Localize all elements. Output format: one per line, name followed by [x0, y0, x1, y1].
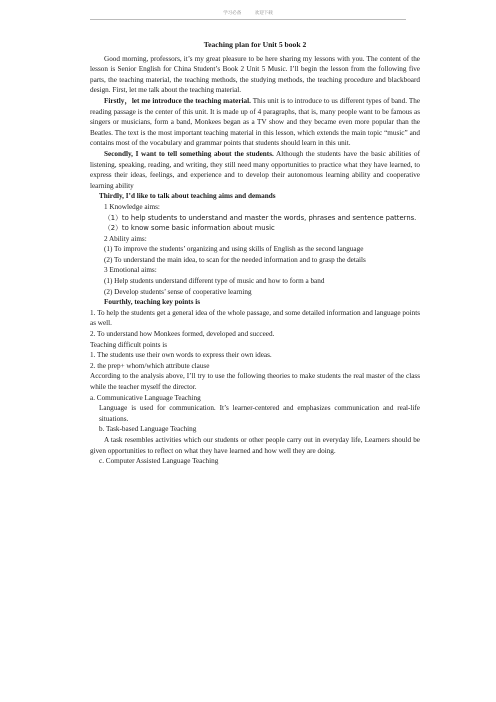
keypoints-heading: Fourthly, teaching key points is — [104, 298, 201, 307]
ability-aim-1: (1) To improve the students’ organizing and using skills of English as the second language — [104, 245, 364, 254]
students-lead: Secondly, I want to tell something about the students. — [104, 149, 274, 158]
theory-b-text: A task resembles activities which our students or other people carry out in everyday life, Learners should be given opportunities to reflect on what they have learned and how well they are doing. — [90, 435, 420, 455]
analysis-paragraph: According to the analysis above, I’ll try to use the following theories to make students the real master of the class while the teacher myself the director. — [90, 372, 420, 391]
header-divider — [90, 19, 406, 20]
difficult-point-1: 1. The students use their own words to express their own ideas. — [90, 351, 272, 360]
emotional-aim-2: (2) Develop students’ sense of cooperative learning — [104, 287, 252, 296]
keypoint-1: 1. To help the students get a general idea of the whole passage, and some detailed information and language points as well. — [90, 308, 420, 328]
students-paragraph — [90, 149, 420, 191]
page-header: 学习必备 欢迎下载 — [223, 11, 273, 16]
theory-a-text: Language is used for communication. It’s learner-centered and emphasizes communication and real-life situations. — [99, 404, 420, 423]
ability-aim-2: (2) To understand the main idea, to scan for the needed information and to grasp the details — [104, 255, 366, 264]
emotional-aims-title: 3 Emotional aims: — [104, 266, 157, 275]
difficult-points-title: Teaching difficult points is — [90, 340, 168, 349]
theory-a-title: a. Communicative Language Teaching — [90, 393, 201, 402]
theory-b-title: b. Task-based Language Teaching — [99, 425, 197, 434]
keypoint-2: 2. To understand how Monkees formed, developed and succeed. — [90, 330, 275, 339]
aims-heading: Thirdly, I’d like to talk about teaching aims and demands — [99, 192, 276, 201]
emotional-aim-1: (1) Help students understand different type of music and how to form a band — [104, 277, 325, 286]
document-body — [90, 40, 420, 467]
material-lead: Firstly，let me introduce the teaching material. — [104, 96, 251, 105]
knowledge-aim-1: （1）to help students to understand and master the words, phrases and sentence patterns. — [104, 213, 417, 222]
intro-paragraph: Good morning, professors, it’s my great pleasure to be here sharing my lessons with you. The content of the lesson is Senior English for China Student’s Book 2 Unit 5 Music. I’ll begin the lesson from the following five parts, the teaching material, the teaching methods, the studying methods, the teaching procedure and blackboard design. First, let me talk about the teaching material. — [90, 54, 420, 95]
material-text: This unit is to introduce to us different types of band. The reading passage is the center of this unit. It is made up of 4 paragraphs, that is, many people want to be famous as singers or musicians, form a band, Monkees began as a TV show and they became even more popular than the Beatles. The text is the most important teaching material in this lesson, which extends the main topic “music” and contains most of the vocabulary and grammar points that students should learn in this unit. — [90, 96, 421, 148]
knowledge-aim-2: （2）to know some basic information about music — [104, 224, 275, 233]
difficult-point-2: 2. the prep+ whom/which attribute clause — [90, 361, 210, 370]
document-title: Teaching plan for Unit 5 book 2 — [203, 40, 307, 49]
knowledge-aims-title: 1 Knowledge aims: — [104, 202, 160, 211]
material-paragraph — [90, 96, 420, 149]
students-text: Although the students have the basic abilities of listening, speaking, reading, and writing, they still need many opportunities to practice what they have learned, to express their ideas, feelings, and experience and to develop their autonomous learning ability and cooperative learning ability — [90, 149, 420, 190]
theory-c-title: c. Computer Assisted Language Teaching — [99, 457, 219, 466]
ability-aims-title: 2 Ability aims: — [104, 234, 147, 243]
